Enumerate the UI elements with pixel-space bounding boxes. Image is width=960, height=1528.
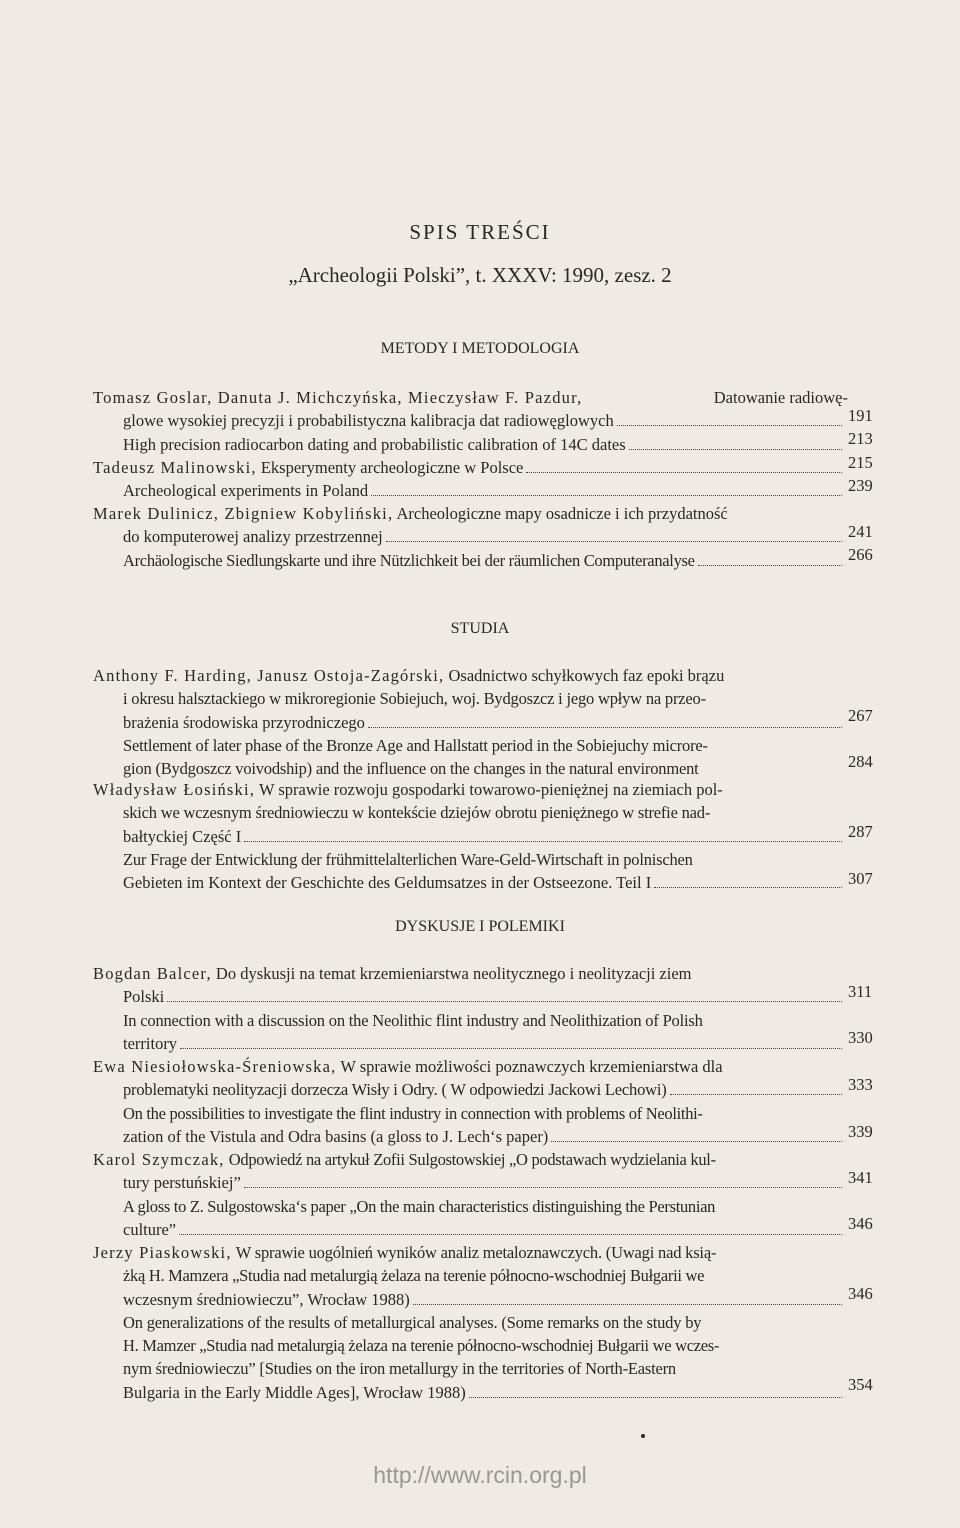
page-number: 354 [848, 1375, 873, 1394]
dot-leader [386, 541, 842, 542]
page-number: 267 [848, 706, 873, 725]
entry-title-translation: Bulgaria in the Early Middle Ages], Wrocław 1988) [123, 1382, 466, 1402]
entry-title: Osadnictwo schyłkowych faz epoki brązu [448, 666, 725, 685]
entry-title: Datowanie radiowę- [713, 388, 848, 407]
dot-leader [368, 727, 842, 728]
entry-title: skich we wczesnym średniowieczu w kontekście dziejów obrotu pieniężnego w strefie nad- [123, 803, 711, 823]
dot-leader [167, 1001, 842, 1002]
entry-author: Anthony F. Harding, Janusz Ostoja-Zagórski, [93, 666, 445, 685]
dot-leader [617, 425, 842, 426]
dot-leader [179, 1234, 842, 1235]
entry-title-translation: On generalizations of the results of metallurgical analyses. (Some remarks on the study by [123, 1312, 702, 1332]
entry-title-translation: Zur Frage der Entwicklung der frühmittelalterlichen Ware-Geld-Wirtschaft in polnischen [123, 849, 693, 869]
page-title: SPIS TREŚCI [409, 220, 551, 244]
entry-title-translation: High precision radiocarbon dating and probabilistic calibration of 14C dates [123, 434, 626, 454]
page-number: 241 [848, 522, 873, 541]
entry-title: Archeologiczne mapy osadnicze i ich przydatność [396, 504, 728, 523]
page-number: 346 [848, 1214, 873, 1233]
section-heading-studia: STUDIA [450, 620, 510, 637]
entry-title-translation: Archäologische Siedlungskarte und ihre Nützlichkeit bei der räumlichen Computeranalyse [123, 550, 695, 570]
section-heading-dyskusje: DYSKUSJE I POLEMIKI [395, 918, 565, 935]
page-number: 215 [848, 453, 873, 472]
dot-leader [629, 449, 842, 450]
entry-title: W sprawie uogólnień wyników analiz metaloznawczych. (Uwagi nad ksią- [235, 1243, 717, 1262]
entry-title-translation: Gebieten im Kontext der Geschichte des Geldumsatzes in der Ostseezone. Teil I [123, 873, 652, 893]
entry-title: do komputerowej analizy przestrzennej [123, 527, 383, 547]
entry-title: Eksperymenty archeologiczne w Polsce [260, 458, 524, 477]
entry-author: Władysław Łosiński, [93, 780, 256, 799]
dot-leader [698, 565, 842, 566]
dot-leader [469, 1397, 842, 1398]
source-url-watermark: http://www.rcin.org.pl [373, 1462, 587, 1488]
toc-entry-losinski [93, 778, 848, 894]
toc-entry-balcer [93, 962, 848, 1055]
entry-title: Odpowiedź na artykuł Zofii Sulgostowskiej „O podstawach wydzielania kul- [228, 1150, 716, 1169]
entry-author: Tadeusz Malinowski, [93, 458, 257, 477]
entry-title-translation: On the possibilities to investigate the flint industry in connection with problems of Neolithi- [123, 1103, 703, 1123]
page-number: 191 [848, 406, 873, 425]
dot-leader [551, 1141, 842, 1142]
page-number: 287 [848, 822, 873, 841]
toc-entry-harding [93, 664, 848, 780]
entry-title: Do dyskusji na temat krzemieniarstwa neolitycznego i neolityzacji ziem [215, 964, 692, 983]
entry-author: Bogdan Balcer, [93, 964, 212, 983]
page-number: 346 [848, 1284, 873, 1303]
entry-author: Jerzy Piaskowski, [93, 1243, 232, 1262]
dot-leader [244, 841, 842, 842]
page-number: 284 [848, 752, 873, 771]
entry-title: W sprawie rozwoju gospodarki towarowo-pieniężnej na ziemiach pol- [258, 780, 723, 799]
entry-title-translation: A gloss to Z. Sulgostowska‘s paper „On the main characteristics distinguishing the Perstunian [123, 1196, 716, 1216]
entry-title-translation: Archeological experiments in Poland [123, 481, 369, 501]
dot-leader [654, 887, 842, 888]
entry-title-translation: H. Mamzer „Studia nad metalurgią żelaza na terenie północno-wschodniej Bułgarii we wczes- [123, 1336, 720, 1356]
entry-title: wczesnym średniowieczu”, Wrocław 1988) [123, 1289, 410, 1309]
page-number: 330 [848, 1028, 873, 1047]
page-number: 307 [848, 869, 873, 888]
entry-title: żką H. Mamzera „Studia nad metalurgią żelaza na terenie północno-wschodniej Bułgarii we [123, 1266, 705, 1286]
page-number: 341 [848, 1168, 873, 1187]
entry-title: Polski [123, 987, 165, 1007]
entry-author: Tomasz Goslar, Danuta J. Michczyńska, Mieczysław F. Pazdur, [93, 388, 583, 407]
entry-title: brażenia środowiska przyrodniczego [123, 712, 365, 732]
entry-title: glowe wysokiej precyzji i probabilistyczna kalibracja dat radiowęglowych [123, 411, 614, 431]
journal-subtitle: „Archeologii Polski”, t. XXXV: 1990, zesz. 2 [288, 263, 672, 287]
entry-title-translation: culture” [123, 1219, 177, 1239]
dot-leader [670, 1094, 842, 1095]
entry-title-translation: In connection with a discussion on the Neolithic flint industry and Neolithization of Polish [123, 1010, 703, 1030]
page-number: 333 [848, 1075, 873, 1094]
dot-leader [180, 1048, 842, 1049]
page-number: 266 [848, 545, 873, 564]
dot-leader [244, 1187, 842, 1188]
stray-ink-dot [641, 1434, 645, 1438]
entry-title: W sprawie możliwości poznawczych krzemieniarstwa dla [340, 1057, 723, 1076]
entry-author: Karol Szymczak, [93, 1150, 225, 1169]
entry-title-translation: Settlement of later phase of the Bronze Age and Hallstatt period in the Sobiejuchy microre- [123, 735, 708, 755]
entry-title-translation: zation of the Vistula and Odra basins (a gloss to J. Lech‘s paper) [123, 1126, 549, 1146]
section-heading-metody: METODY I METODOLOGIA [380, 340, 580, 357]
dot-leader [526, 472, 842, 473]
entry-title-translation: territory [123, 1033, 178, 1053]
entry-title-translation: gion (Bydgoszcz voivodship) and the influence on the changes in the natural environment [123, 759, 699, 779]
entry-title-translation: nym średniowieczu” [Studies on the iron metallurgy in the territories of North-Eastern [123, 1359, 676, 1379]
page-number: 239 [848, 476, 873, 495]
toc-entry-niesiolowska [93, 1055, 848, 1148]
toc-entry-piaskowski [93, 1241, 848, 1404]
dot-leader [371, 495, 842, 496]
entry-title: bałtyckiej Część I [123, 826, 242, 846]
entry-title: tury perstuńskiej” [123, 1173, 241, 1193]
toc-entry-dulinicz [93, 502, 848, 572]
page-number: 213 [848, 429, 873, 448]
toc-entry-malinowski [93, 456, 848, 503]
toc-entry-szymczak [93, 1148, 848, 1241]
page-number: 339 [848, 1122, 873, 1141]
dot-leader [413, 1304, 842, 1305]
page-number: 311 [848, 982, 873, 1001]
toc-entry-goslar [93, 386, 848, 456]
entry-author: Ewa Niesiołowska-Śreniowska, [93, 1057, 337, 1076]
entry-title: i okresu halsztackiego w mikroregionie Sobiejuch, woj. Bydgoszcz i jego wpływ na przeo- [123, 689, 706, 709]
entry-author: Marek Dulinicz, Zbigniew Kobyliński, [93, 504, 394, 523]
entry-title: problematyki neolityzacji dorzecza Wisły i Odry. ( W odpowiedzi Jackowi Lechowi) [123, 1080, 667, 1100]
